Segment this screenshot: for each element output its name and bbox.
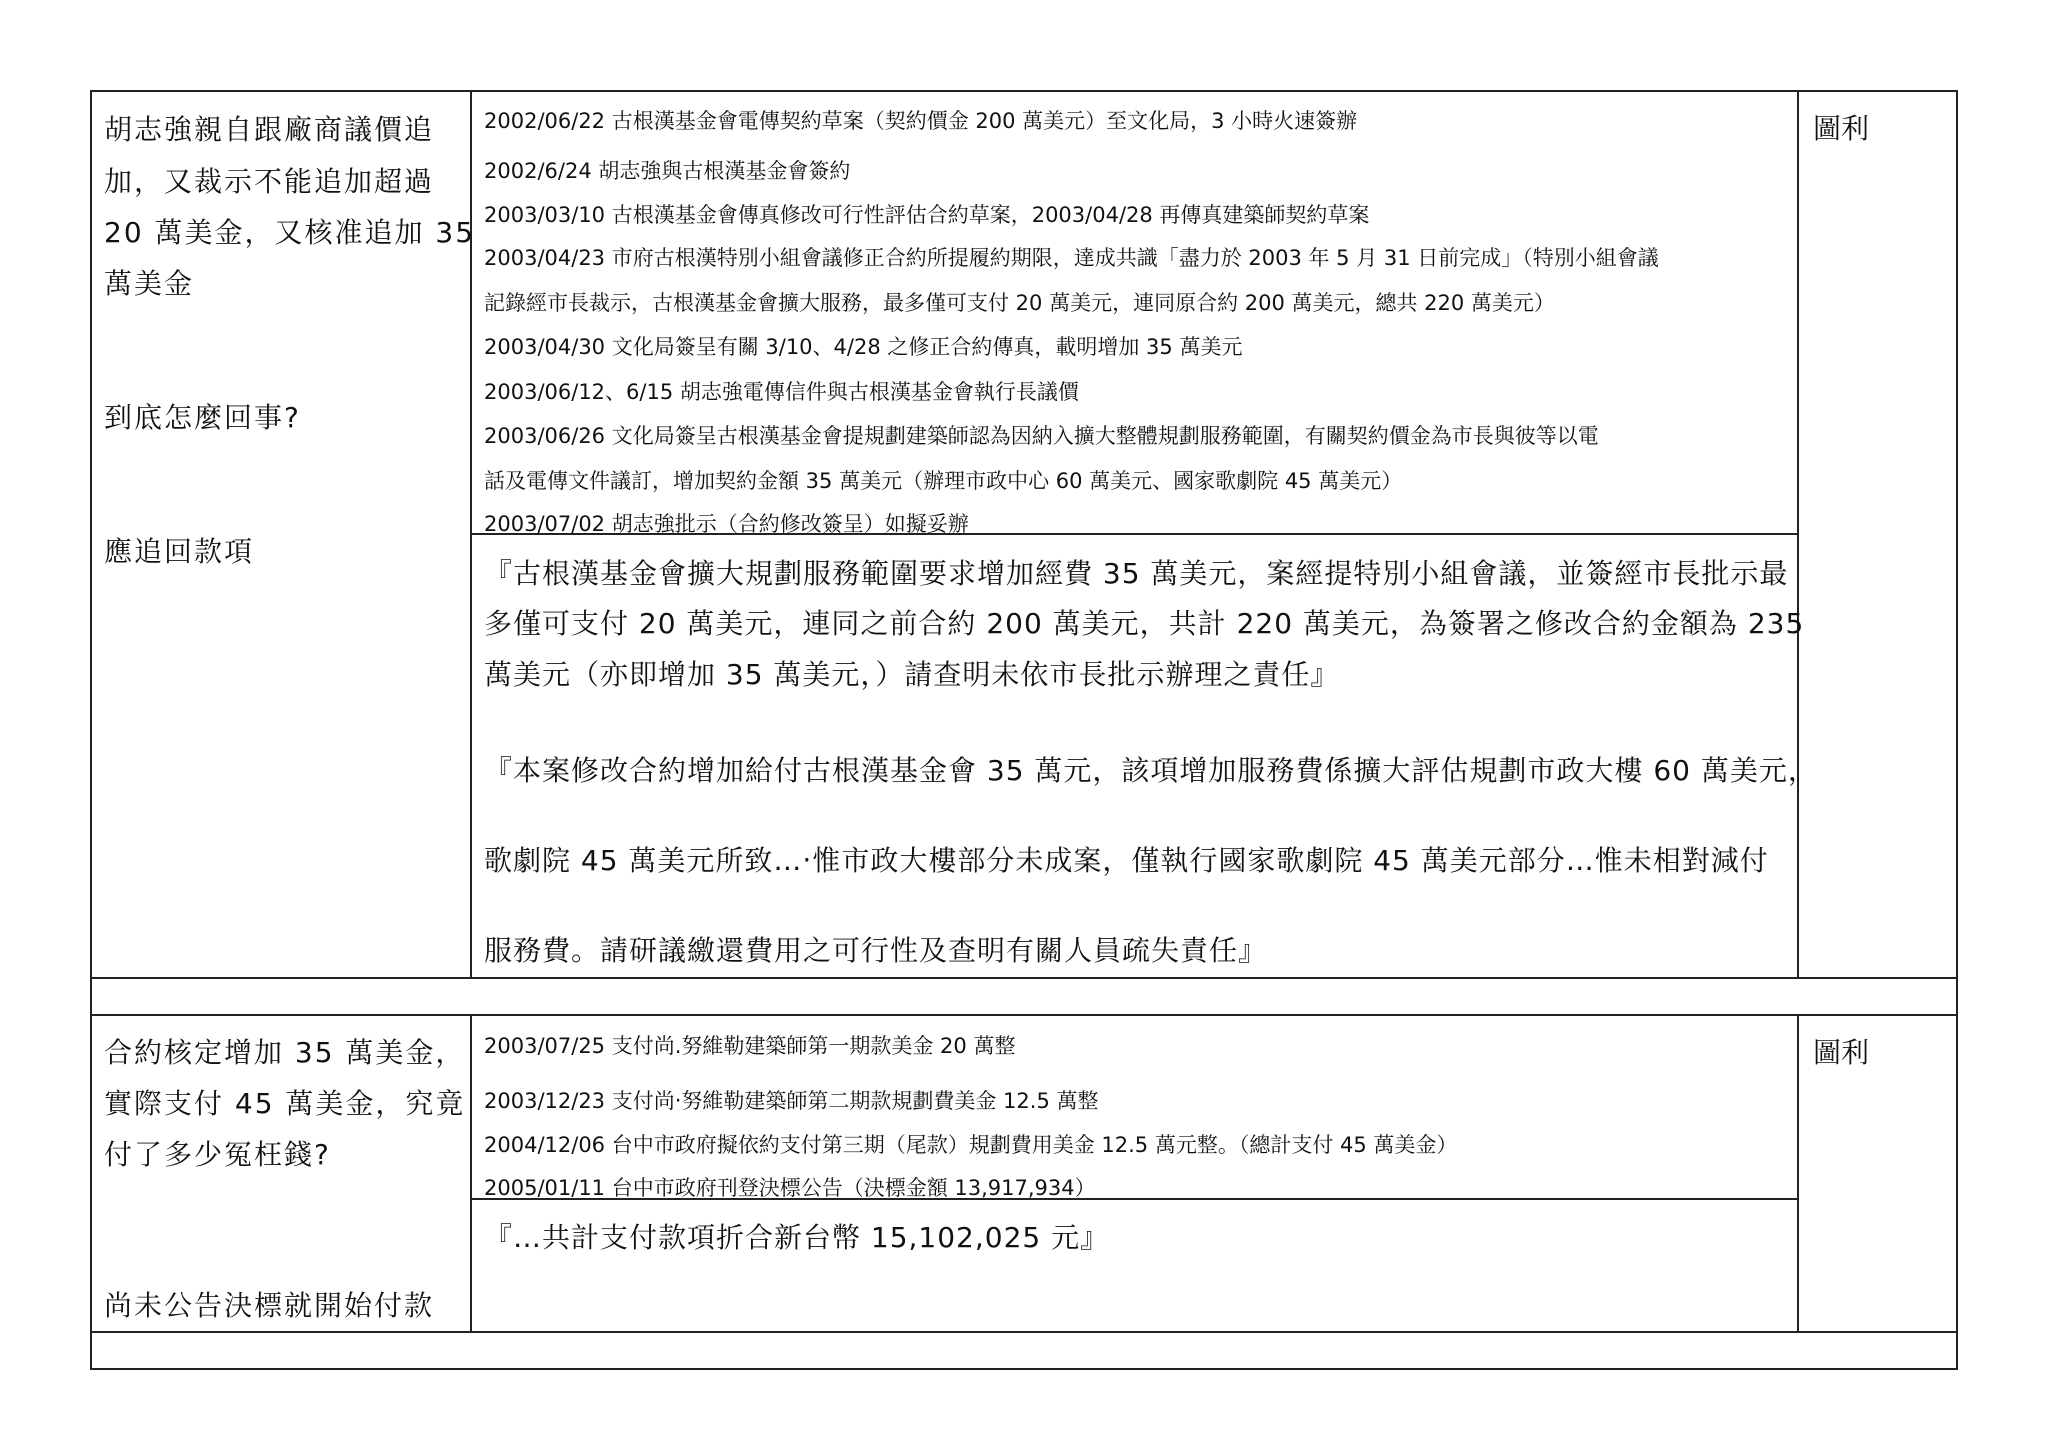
audit-quote-line: 『古根漢基金會擴大規劃服務範圍要求增加經費 35 萬美元，案經提特別小組會議，並簽經市長批示最 bbox=[484, 557, 1789, 590]
timeline-entry: 記錄經市長裁示，古根漢基金會擴大服務，最多僅可支付 20 萬美元，連同原合約 200 萬美元，總共 220 萬美元） bbox=[484, 291, 1555, 315]
timeline-entry: 2003/06/26 文化局簽呈古根漢基金會提規劃建築師認為因納入擴大整體規劃服務範圍，有關契約價金為市長與彼等以電 bbox=[484, 424, 1599, 448]
column-divider bbox=[1797, 1014, 1799, 1333]
timeline-entry: 2005/01/11 台中市政府刊登決標公告（決標金額 13,917,934） bbox=[484, 1176, 1096, 1200]
issue-summary-line: 20 萬美金，又核准追加 35 bbox=[104, 216, 476, 249]
timeline-entry: 2003/04/23 市府古根漢特別小組會議修正合約所提履約期限，達成共識「盡力於 2003 年 5 月 31 日前完成」（特別小組會議 bbox=[484, 246, 1659, 270]
issue-note: 尚未公告決標就開始付款 bbox=[104, 1289, 435, 1322]
timeline-entry: 話及電傳文件議訂，增加契約金額 35 萬美元（辦理市政中心 60 萬美元、國家歌劇院 45 萬美元） bbox=[484, 469, 1403, 493]
issue-summary-line: 胡志強親自跟廠商議價追 bbox=[104, 113, 435, 146]
table-border-top bbox=[90, 90, 1958, 92]
audit-quote-line: 『本案修改合約增加給付古根漢基金會 35 萬元，該項增加服務費係擴大評估規劃市政大樓 60 萬美元， bbox=[484, 754, 1817, 787]
audit-quote-line: 多僅可支付 20 萬美元，連同之前合約 200 萬美元，共計 220 萬美元，為簽署之修改合約金額為 235 bbox=[484, 607, 1805, 640]
table-border-right bbox=[1956, 90, 1958, 1370]
issue-note: 應追回款項 bbox=[104, 535, 255, 568]
timeline-entry: 2003/03/10 古根漢基金會傳真修改可行性評估合約草案，2003/04/28 再傳真建築師契約草案 bbox=[484, 203, 1370, 227]
category-tag: 圖利 bbox=[1813, 1036, 1870, 1069]
issue-summary-line: 付了多少冤枉錢? bbox=[104, 1138, 331, 1171]
issue-summary-line: 合約核定增加 35 萬美金， bbox=[104, 1036, 466, 1069]
table-border-left bbox=[90, 90, 92, 1370]
timeline-entry: 2003/06/12、6/15 胡志強電傳信件與古根漢基金會執行長議價 bbox=[484, 380, 1079, 404]
issue-summary-line: 加，又裁示不能追加超過 bbox=[104, 165, 435, 198]
table-divider bbox=[90, 1331, 1958, 1333]
category-tag: 圖利 bbox=[1813, 112, 1870, 145]
issue-summary-line: 萬美金 bbox=[104, 267, 195, 300]
timeline-entry: 2002/06/22 古根漢基金會電傳契約草案（契約價金 200 萬美元）至文化局，3 小時火速簽辦 bbox=[484, 109, 1358, 133]
timeline-entry: 2003/04/30 文化局簽呈有關 3/10、4/28 之修正合約傳真，載明增加 35 萬美元 bbox=[484, 335, 1243, 359]
audit-quote-line: 服務費。請研議繳還費用之可行性及查明有關人員疏失責任』 bbox=[484, 934, 1268, 967]
timeline-entry: 2003/07/25 支付尚.努維勒建築師第一期款美金 20 萬整 bbox=[484, 1034, 1016, 1058]
timeline-entry: 2003/07/02 胡志強批示（合約修改簽呈）如擬妥辦 bbox=[484, 512, 969, 536]
issue-question: 到底怎麼回事? bbox=[104, 401, 301, 434]
table-divider bbox=[90, 1014, 1958, 1016]
audit-quote-line: 歌劇院 45 萬美元所致…‧惟市政大樓部分未成案，僅執行國家歌劇院 45 萬美元部分…惟未相對減付 bbox=[484, 844, 1769, 877]
audit-quote-line: 萬美元（亦即增加 35 萬美元，）請查明未依市長批示辦理之責任』 bbox=[484, 658, 1340, 691]
timeline-entry: 2003/12/23 支付尚‧努維勒建築師第二期款規劃費美金 12.5 萬整 bbox=[484, 1089, 1099, 1113]
timeline-entry: 2004/12/06 台中市政府擬依約支付第三期（尾款）規劃費用美金 12.5 萬元整。（總計支付 45 萬美金） bbox=[484, 1133, 1458, 1157]
table-border-bottom bbox=[90, 1368, 1958, 1370]
timeline-entry: 2002/6/24 胡志強與古根漢基金會簽約 bbox=[484, 159, 851, 183]
audit-quote-line: 『…共計支付款項折合新台幣 15,102,025 元』 bbox=[484, 1221, 1110, 1254]
issue-summary-line: 實際支付 45 萬美金，究竟 bbox=[104, 1087, 466, 1120]
column-divider bbox=[470, 1014, 472, 1333]
table-divider bbox=[90, 977, 1958, 979]
